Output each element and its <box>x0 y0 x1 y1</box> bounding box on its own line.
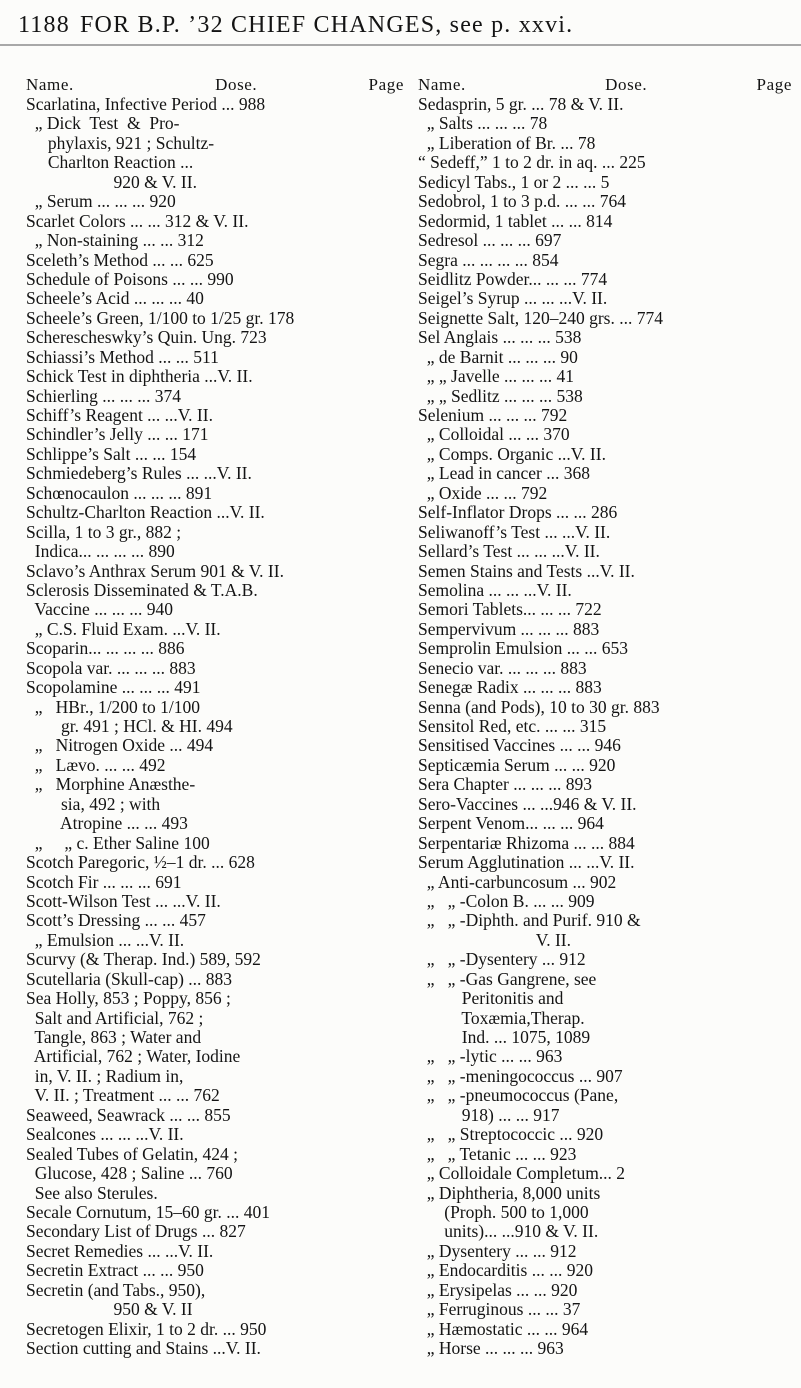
index-line: Scurvy (& Therap. Ind.) 589, 592 <box>26 949 261 970</box>
index-line: Schultz-Charlton Reaction ...V. II. <box>26 502 265 523</box>
heading-dose: Dose. <box>215 75 258 94</box>
index-line: Scopolamine ... ... ... 491 <box>26 677 201 698</box>
index-column-right <box>418 74 792 1358</box>
index-line: „ „ Javelle ... ... ... 41 <box>418 366 574 387</box>
index-entries <box>418 95 792 1358</box>
index-line: Secondary List of Drugs ... 827 <box>26 1221 246 1242</box>
index-line: „ Emulsion ... ...V. II. <box>26 929 185 950</box>
index-line: Sedasprin, 5 gr. ... 78 & V. II. <box>418 94 624 114</box>
index-line: „ Colloidale Completum... 2 <box>418 1163 626 1184</box>
index-line: See also Sterules. <box>26 1182 158 1203</box>
index-line: V. II. <box>418 929 571 950</box>
index-line: Atropine ... ... 493 <box>26 813 188 834</box>
index-line: sia, 492 ; with <box>26 793 161 814</box>
index-line: Selenium ... ... ... 792 <box>418 405 568 425</box>
index-line: Scarlatina, Infective Period ... 988 <box>26 94 266 114</box>
index-line: Sempervivum ... ... ... 883 <box>418 618 600 639</box>
index-line: Sceleth’s Method ... ... 625 <box>26 249 214 270</box>
index-line: Section cutting and Stains ...V. II. <box>26 1338 261 1358</box>
running-header <box>0 0 801 46</box>
index-line: „ Comps. Organic ...V. II. <box>418 443 606 464</box>
column-heading <box>26 74 404 95</box>
index-line: Sensitised Vaccines ... ... 946 <box>418 735 621 756</box>
index-line: Secret Remedies ... ...V. II. <box>26 1240 214 1261</box>
index-line: „ Lead in cancer ... 368 <box>418 463 591 484</box>
index-line: Sclavo’s Anthrax Serum 901 & V. II. <box>26 560 284 581</box>
index-line: „ „ -Diphth. and Purif. 910 & <box>418 910 641 931</box>
index-line: Scheele’s Green, 1/100 to 1/25 gr. 178 <box>26 307 295 328</box>
index-line: Sedicyl Tabs., 1 or 2 ... ... 5 <box>418 171 610 192</box>
index-line: gr. 491 ; HCl. & HI. 494 <box>26 716 233 736</box>
index-line: Scotch Fir ... ... ... 691 <box>26 871 182 892</box>
index-line: „ de Barnit ... ... ... 90 <box>418 346 578 367</box>
index-line: Vaccine ... ... ... 940 <box>26 599 173 620</box>
index-line: Sero-Vaccines ... ...946 & V. II. <box>418 793 637 814</box>
index-line: in, V. II. ; Radium in, <box>26 1065 184 1086</box>
index-line: Schedule of Poisons ... ... 990 <box>26 268 234 289</box>
index-line: Sellard’s Test ... ... ...V. II. <box>418 541 600 562</box>
index-line: Schiff’s Reagent ... ...V. II. <box>26 405 213 425</box>
index-line: Seidlitz Powder... ... ... 774 <box>418 268 608 289</box>
heading-page: Page <box>756 75 792 94</box>
index-line: Glucose, 428 ; Saline ... 760 <box>26 1163 233 1184</box>
index-line: „ „ Streptococcic ... 920 <box>418 1124 604 1145</box>
index-line: Scarlet Colors ... ... 312 & V. II. <box>26 210 249 231</box>
index-line: (Proph. 500 to 1,000 <box>418 1201 589 1222</box>
index-line: „ Morphine Anæsthe- <box>26 774 196 795</box>
index-line: „ Non-staining ... ... 312 <box>26 230 204 251</box>
index-line: „ „ c. Ether Saline 100 <box>26 832 210 853</box>
index-line: Sea Holly, 853 ; Poppy, 856 ; <box>26 988 231 1009</box>
index-line: „ Colloidal ... ... 370 <box>418 424 570 445</box>
page-number: 1188 <box>18 12 70 38</box>
index-line: Salt and Artificial, 762 ; <box>26 1007 204 1028</box>
index-line: „ C.S. Fluid Exam. ...V. II. <box>26 618 221 639</box>
index-line: „ „ Tetanic ... ... 923 <box>418 1143 577 1164</box>
index-line: Toxæmia,Therap. <box>418 1007 585 1028</box>
index-line: Segra ... ... ... ... 854 <box>418 249 559 270</box>
heading-name: Name. <box>418 75 466 94</box>
index-line: „ Hæmostatic ... ... 964 <box>418 1318 589 1339</box>
heading-dose: Dose. <box>605 75 648 94</box>
index-line: Charlton Reaction ... <box>26 152 194 173</box>
index-line: „ Liberation of Br. ... 78 <box>418 132 596 153</box>
index-line: Sedormid, 1 tablet ... ... 814 <box>418 210 613 231</box>
index-line: Seliwanoff’s Test ... ...V. II. <box>418 521 611 542</box>
index-line: „ Nitrogen Oxide ... 494 <box>26 735 214 756</box>
index-line: Senegæ Radix ... ... ... 883 <box>418 677 602 698</box>
index-line: Scopola var. ... ... ... 883 <box>26 657 196 678</box>
index-line: Scutellaria (Skull-cap) ... 883 <box>26 968 233 989</box>
index-line: Schierling ... ... ... 374 <box>26 385 182 406</box>
index-line: Semori Tablets... ... ... 722 <box>418 599 602 620</box>
index-line: Serpent Venom... ... ... 964 <box>418 813 604 834</box>
index-line: Schlippe’s Salt ... ... 154 <box>26 443 197 464</box>
index-line: Sealcones ... ... ...V. II. <box>26 1124 184 1145</box>
index-line: Septicæmia Serum ... ... 920 <box>418 754 616 775</box>
index-line: 918) ... ... 917 <box>418 1104 560 1125</box>
index-line: „ Oxide ... ... 792 <box>418 482 548 503</box>
index-entries <box>26 95 404 1358</box>
index-line: „ „ -meningococcus ... 907 <box>418 1065 623 1086</box>
index-line: Scheele’s Acid ... ... ... 40 <box>26 288 204 309</box>
index-line: Peritonitis and <box>418 988 564 1009</box>
index-line: „ HBr., 1/200 to 1/100 <box>26 696 201 717</box>
index-line: „ „ -lytic ... ... 963 <box>418 1046 563 1067</box>
index-line: Sera Chapter ... ... ... 893 <box>418 774 592 795</box>
index-line: „ Diphtheria, 8,000 units <box>418 1182 601 1203</box>
index-line: „ Ferruginous ... ... 37 <box>418 1299 581 1320</box>
index-line: Self-Inflator Drops ... ... 286 <box>418 502 618 523</box>
index-line: Schœnocaulon ... ... ... 891 <box>26 482 213 503</box>
index-line: „ „ -Colon B. ... ... 909 <box>418 890 595 911</box>
index-line: „ Anti-carbuncosum ... 902 <box>418 871 617 892</box>
index-line: Secretin (and Tabs., 950), <box>26 1279 206 1300</box>
index-column-left <box>26 74 404 1358</box>
index-line: „ „ -Dysentery ... 912 <box>418 949 586 970</box>
index-line: Artificial, 762 ; Water, Iodine <box>26 1046 241 1067</box>
index-line: “ Sedeff,” 1 to 2 dr. in aq. ... 225 <box>418 152 646 173</box>
index-line: „ Lævo. ... ... 492 <box>26 754 166 775</box>
index-line: Semolina ... ... ...V. II. <box>418 579 572 600</box>
index-line: „ Dysentery ... ... 912 <box>418 1240 577 1261</box>
index-line: Indica... ... ... ... 890 <box>26 541 175 562</box>
running-title: FOR B.P. ’32 CHIEF CHANGES, see p. xxvi. <box>80 12 574 38</box>
index-line: V. II. ; Treatment ... ... 762 <box>26 1085 220 1106</box>
index-line: „ „ -Gas Gangrene, see <box>418 968 597 989</box>
index-line: Scott’s Dressing ... ... 457 <box>26 910 206 931</box>
index-line: Serpentariæ Rhizoma ... ... 884 <box>418 832 635 853</box>
index-line: Seignette Salt, 120–240 grs. ... 774 <box>418 307 663 328</box>
index-line: Sel Anglais ... ... ... 538 <box>418 327 582 348</box>
index-line: Scoparin... ... ... ... 886 <box>26 638 185 659</box>
index-line: „ Serum ... ... ... 920 <box>26 191 176 212</box>
index-line: „ Salts ... ... ... 78 <box>418 113 548 134</box>
index-line: „ „ Sedlitz ... ... ... 538 <box>418 385 583 406</box>
index-line: Semen Stains and Tests ...V. II. <box>418 560 635 581</box>
index-line: Secretin Extract ... ... 950 <box>26 1260 204 1281</box>
index-line: 920 & V. II. <box>26 171 197 192</box>
index-line: Schiassi’s Method ... ... 511 <box>26 346 219 367</box>
index-line: Scilla, 1 to 3 gr., 882 ; <box>26 521 182 542</box>
index-line: Ind. ... 1075, 1089 <box>418 1027 591 1047</box>
index-line: „ Erysipelas ... ... 920 <box>418 1279 578 1300</box>
index-line: „ Dick Test & Pro- <box>26 113 180 134</box>
heading-page: Page <box>368 75 404 94</box>
index-line: Tangle, 863 ; Water and <box>26 1027 202 1047</box>
index-line: Secretogen Elixir, 1 to 2 dr. ... 950 <box>26 1318 267 1339</box>
index-line: Serum Agglutination ... ...V. II. <box>418 852 635 873</box>
index-line: Sedresol ... ... ... 697 <box>418 230 562 251</box>
heading-name: Name. <box>26 75 74 94</box>
index-line: Scherescheswky’s Quin. Ung. 723 <box>26 327 267 348</box>
index-line: Senecio var. ... ... ... 883 <box>418 657 587 678</box>
index-line: Secale Cornutum, 15–60 gr. ... 401 <box>26 1201 271 1222</box>
index-line: Sealed Tubes of Gelatin, 424 ; <box>26 1143 238 1164</box>
index-line: Sedobrol, 1 to 3 p.d. ... ... 764 <box>418 191 627 212</box>
index-line: „ „ -pneumococcus (Pane, <box>418 1085 619 1106</box>
index-line: Seigel’s Syrup ... ... ...V. II. <box>418 288 608 309</box>
index-line: 950 & V. II <box>26 1299 193 1320</box>
index-line: Semprolin Emulsion ... ... 653 <box>418 638 628 659</box>
index-line: Schmiedeberg’s Rules ... ...V. II. <box>26 463 252 484</box>
index-line: Scotch Paregoric, ½–1 dr. ... 628 <box>26 852 255 873</box>
index-line: Scott-Wilson Test ... ...V. II. <box>26 890 221 911</box>
index-line: Senna (and Pods), 10 to 30 gr. 883 <box>418 696 660 717</box>
index-line: phylaxis, 921 ; Schultz- <box>26 132 215 153</box>
index-line: Seaweed, Seawrack ... ... 855 <box>26 1104 231 1125</box>
index-line: Sensitol Red, etc. ... ... 315 <box>418 716 607 736</box>
column-heading <box>418 74 792 95</box>
index-line: „ Endocarditis ... ... 920 <box>418 1260 593 1281</box>
index-line: Schindler’s Jelly ... ... 171 <box>26 424 209 445</box>
index-line: „ Horse ... ... ... 963 <box>418 1338 564 1358</box>
index-line: units)... ...910 & V. II. <box>418 1221 599 1242</box>
index-line: Schick Test in diphtheria ...V. II. <box>26 366 253 387</box>
index-line: Sclerosis Disseminated & T.A.B. <box>26 579 258 600</box>
